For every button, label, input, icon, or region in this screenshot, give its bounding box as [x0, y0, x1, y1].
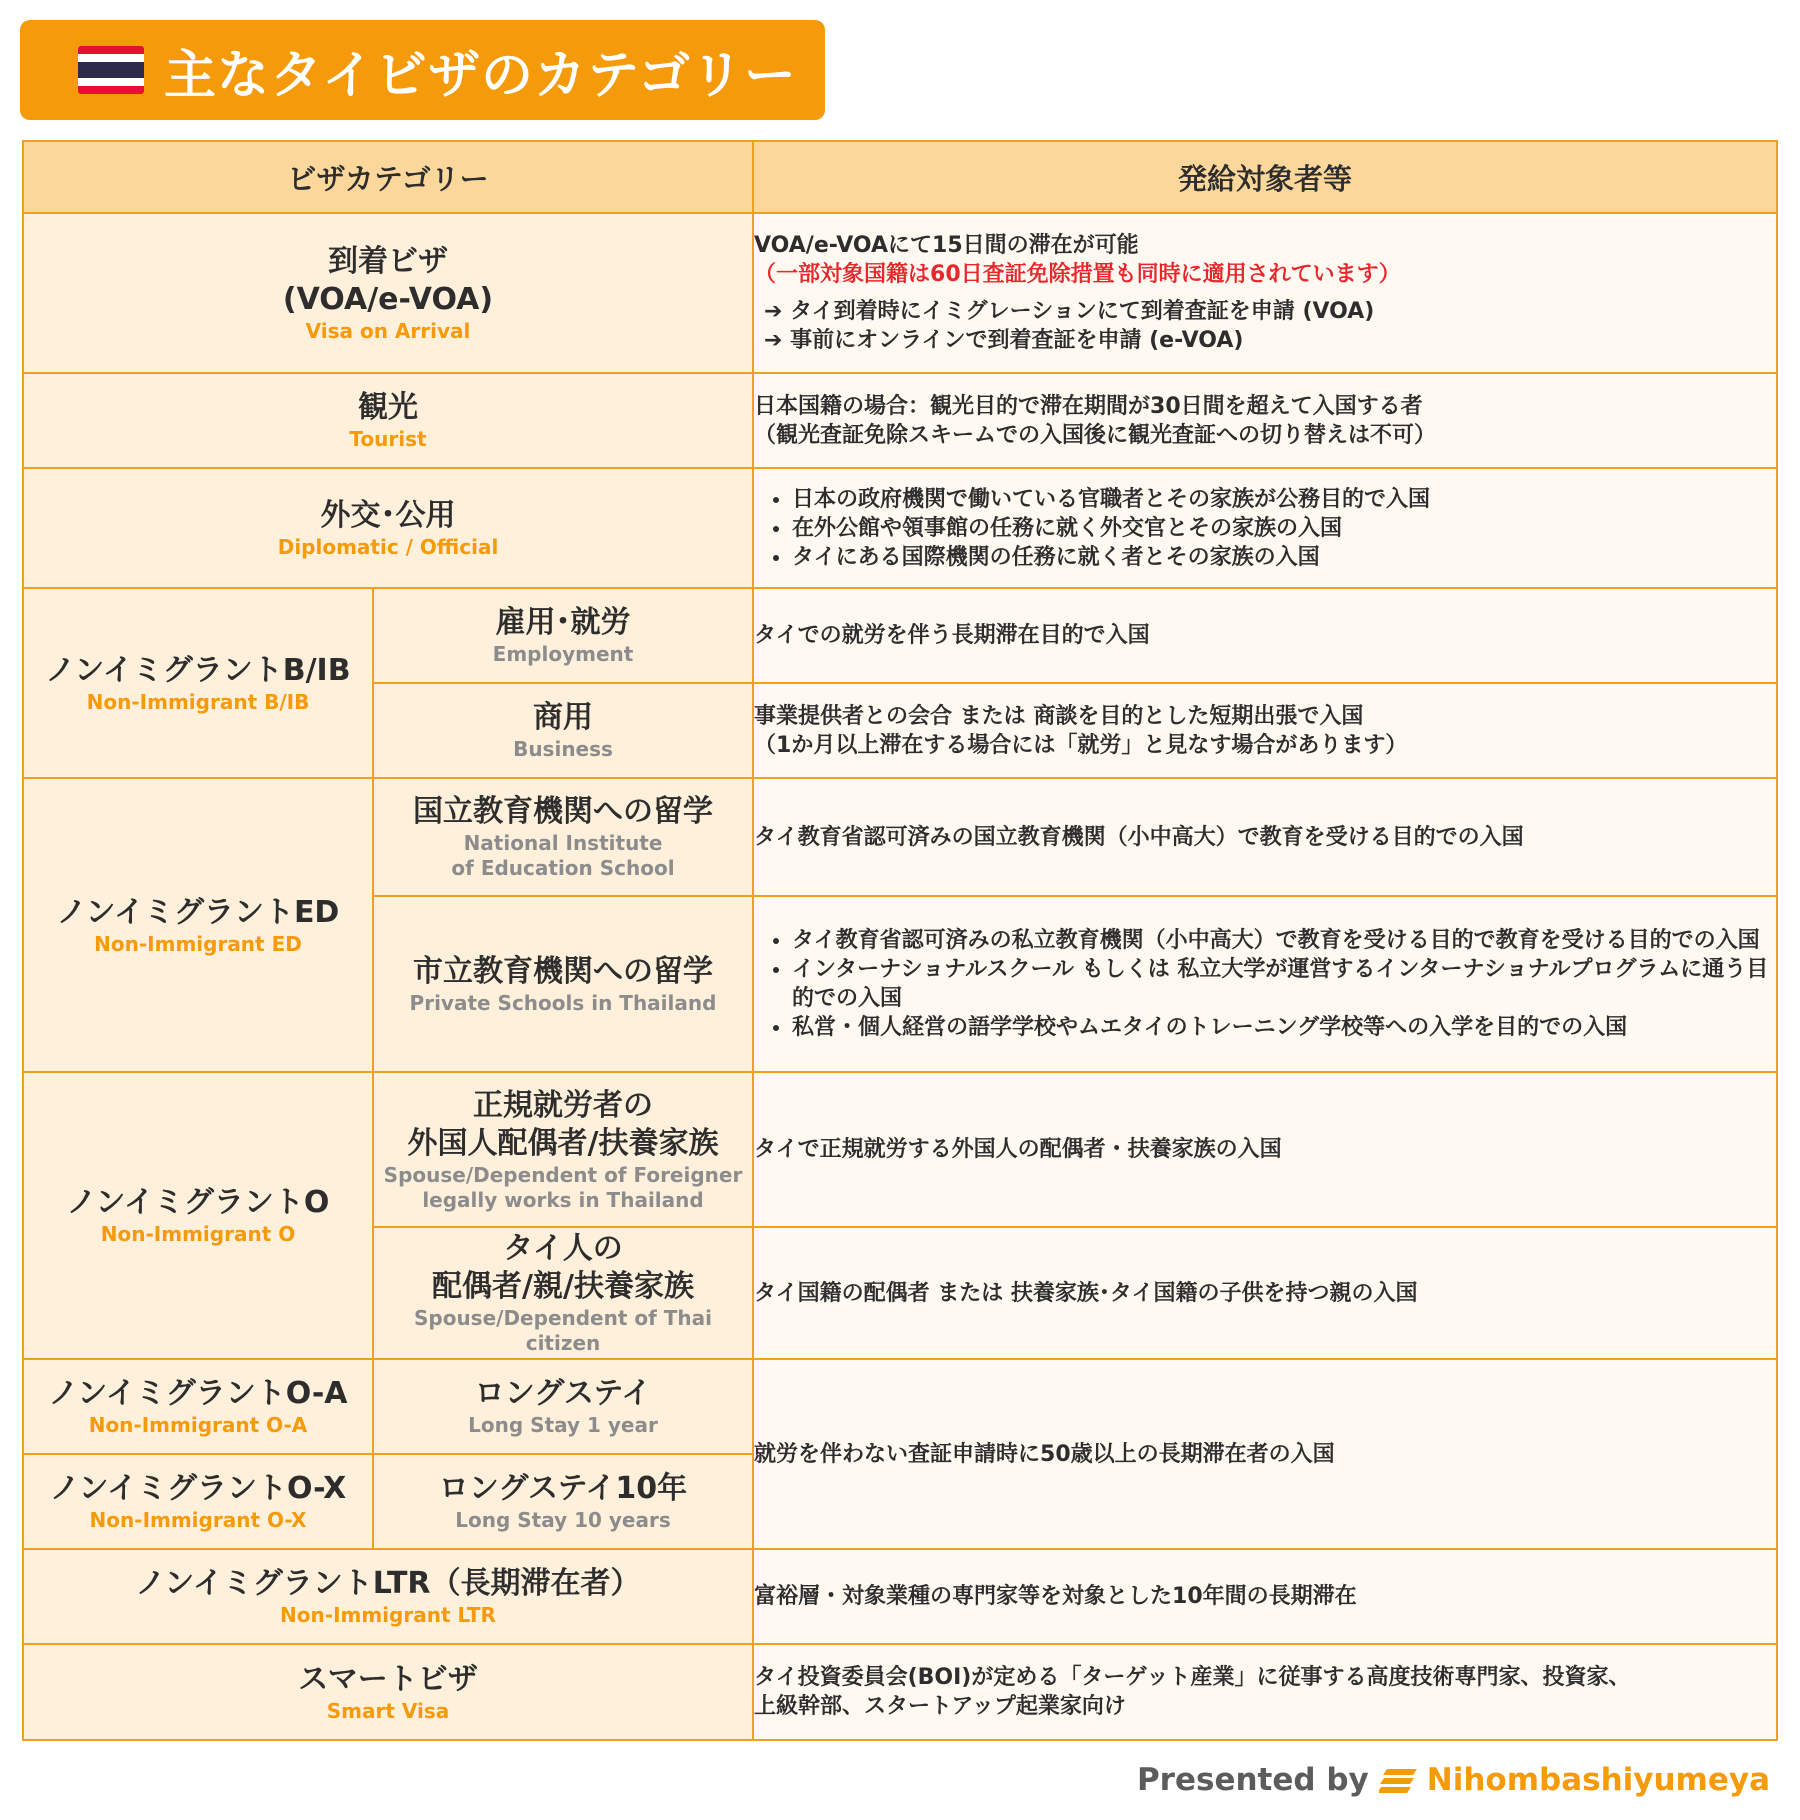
cell-non-immigrant-ox — [23, 1454, 373, 1549]
ltr-en: Non-Immigrant LTR — [280, 1603, 496, 1627]
cell-private-school — [373, 896, 753, 1072]
voa-desc-arrow-2: ➔ 事前にオンラインで到着査証を申請 (e-VOA) — [764, 328, 1244, 353]
cell-smart-visa — [23, 1644, 753, 1740]
table-row — [23, 373, 1777, 468]
spouse-foreigner-en-1: Spouse/Dependent of Foreigner — [383, 1162, 743, 1187]
business-en: Business — [513, 737, 613, 761]
smart-en: Smart Visa — [326, 1698, 450, 1723]
table-row — [23, 1549, 1777, 1644]
spouse-foreigner-jp-1: 正規就労者の — [473, 1087, 653, 1123]
cell-tourist — [23, 373, 753, 468]
presented-by-text: Presented by — [1136, 1762, 1369, 1798]
table-row — [23, 1644, 1777, 1740]
tourist-desc-line: 日本国籍の場合：観光目的で滞在期間が30日間を超えて入国する者 — [754, 393, 1423, 419]
desc-employment — [753, 588, 1777, 683]
spouse-thai-en: Spouse/Dependent of Thai citizen — [413, 1306, 713, 1355]
desc-ltr — [753, 1549, 1777, 1644]
business-desc-line: 事業提供者との会合 または 商談を目的とした短期出張で入国 — [754, 703, 1364, 729]
diplomatic-jp: 外交･公用 — [320, 497, 456, 533]
voa-jp-code: (VOA/e-VOA) — [282, 281, 494, 317]
private-school-bullet: • タイ教育省認可済みの私立教育機関（小中高大）で教育を受ける目的で教育を受ける目的での入国 — [792, 926, 1776, 955]
ltr-jp: ノンイミグラントLTR（長期滞在者） — [135, 1566, 641, 1601]
cell-non-immigrant-oa — [23, 1359, 373, 1454]
tourist-jp: 観光 — [358, 390, 418, 425]
long-stay-desc: 就労を伴わない査証申請時に50歳以上の長期滞在者の入国 — [754, 1441, 1335, 1467]
diplomatic-en: Diplomatic / Official — [277, 534, 499, 559]
desc-national-school — [753, 778, 1777, 896]
cell-non-immigrant-ltr — [23, 1549, 753, 1644]
private-school-bullet: • 私営・個人経営の語学学校やムエタイのトレーニング学校等への入学を目的での入国 — [792, 1013, 1776, 1042]
employment-desc: タイでの就労を伴う長期滞在目的で入国 — [754, 623, 1150, 648]
voa-en: Visa on Arrival — [305, 318, 471, 343]
national-school-jp: 国立教育機関への留学 — [413, 794, 713, 829]
spouse-foreigner-en-2: legally works in Thailand — [422, 1187, 704, 1212]
thailand-flag-icon — [78, 46, 144, 94]
long-stay-en: Long Stay 1 year — [468, 1413, 658, 1437]
table-row — [23, 1359, 1777, 1454]
desc-long-stay — [753, 1359, 1777, 1549]
table-row — [23, 588, 1777, 683]
desc-tourist — [753, 373, 1777, 468]
voa-desc-arrow-1: ➔ タイ到着時にイミグレーションにて到着査証を申請 (VOA) — [764, 299, 1375, 324]
o-en: Non-Immigrant O — [100, 1222, 296, 1246]
voa-jp: 到着ビザ — [328, 243, 448, 279]
desc-private-school — [753, 896, 1777, 1072]
cell-voa — [23, 213, 753, 373]
cell-employment — [373, 588, 753, 683]
cell-non-immigrant-b — [23, 588, 373, 778]
long-stay-jp: ロングステイ — [474, 1376, 652, 1411]
ed-en: Non-Immigrant ED — [94, 931, 302, 956]
cell-non-immigrant-ed — [23, 778, 373, 1072]
private-school-jp: 市立教育機関への留学 — [413, 953, 713, 989]
diplomatic-bullet: • タイにある国際機関の任務に就く者とその家族の入国 — [792, 543, 1776, 572]
smart-desc-line-1: タイ投資委員会(BOI)が定める「ターゲット産業」に従事する高度技術専門家、投資家、 — [754, 1665, 1631, 1690]
page-title: 主なタイビザのカテゴリー — [164, 45, 797, 106]
header-visa-category: ビザカテゴリー — [23, 141, 753, 213]
ox-en: Non-Immigrant O-X — [89, 1508, 307, 1532]
spouse-foreigner-jp-2: 外国人配偶者/扶養家族 — [407, 1125, 719, 1161]
tourist-en: Tourist — [349, 427, 427, 451]
desc-diplomatic — [753, 468, 1777, 588]
cell-long-stay — [373, 1359, 753, 1454]
spouse-thai-jp-2: 配偶者/親/扶養家族 — [432, 1269, 694, 1304]
national-school-en-2: of Education School — [451, 856, 675, 880]
desc-spouse-thai — [753, 1227, 1777, 1359]
table-row — [23, 778, 1777, 896]
cell-diplomatic — [23, 468, 753, 588]
desc-smart-visa — [753, 1644, 1777, 1740]
spouse-thai-jp-1: タイ人の — [503, 1231, 623, 1266]
ed-jp: ノンイミグラントED — [56, 894, 340, 930]
private-school-bullet: • インターナショナルスクール もしくは 私立大学が運営するインターナショナルプログラムに通う目的での入国 — [792, 955, 1776, 1013]
cell-long-stay-10 — [373, 1454, 753, 1549]
table-row — [23, 468, 1777, 588]
title-banner — [20, 20, 825, 120]
employment-en: Employment — [492, 642, 634, 666]
brand-name: Nihombashiyumeya — [1426, 1762, 1770, 1798]
tourist-desc-note: （観光査証免除スキームでの入国後に観光査証への切り替えは不可） — [754, 422, 1437, 448]
national-school-desc: タイ教育省認可済みの国立教育機関（小中高大）で教育を受ける目的での入国 — [754, 824, 1524, 850]
header-eligibility: 発給対象者等 — [753, 141, 1777, 213]
business-jp: 商用 — [533, 700, 593, 735]
table-header-row — [23, 141, 1777, 213]
long-stay-10-jp: ロングステイ10年 — [438, 1471, 688, 1506]
diplomatic-bullet: • 日本の政府機関で働いている官職者とその家族が公務目的で入国 — [792, 485, 1776, 514]
long-stay-10-en: Long Stay 10 years — [455, 1508, 671, 1532]
oa-jp: ノンイミグラントO-A — [48, 1376, 348, 1411]
spouse-foreigner-desc: タイで正規就労する外国人の配偶者・扶養家族の入国 — [754, 1137, 1282, 1162]
ltr-desc: 富裕層・対象業種の専門家等を対象とした10年間の長期滞在 — [754, 1584, 1357, 1609]
oa-en: Non-Immigrant O-A — [88, 1413, 308, 1437]
table-row — [23, 1072, 1777, 1227]
cell-national-school — [373, 778, 753, 896]
cell-business — [373, 683, 753, 778]
cell-non-immigrant-o — [23, 1072, 373, 1359]
employment-jp: 雇用･就労 — [495, 605, 631, 640]
nihombashiyumeya-logo-icon — [1379, 1765, 1419, 1795]
o-jp: ノンイミグラントO — [66, 1185, 330, 1220]
b-jp: ノンイミグラントB/IB — [45, 652, 351, 688]
national-school-en-1: National Institute — [463, 831, 663, 855]
voa-desc-line: VOA/e-VOAにて15日間の滞在が可能 — [754, 233, 1139, 258]
voa-desc-note: （一部対象国籍は60日査証免除措置も同時に適用されています） — [754, 262, 1401, 287]
table-row — [23, 213, 1777, 373]
footer-credit — [1137, 1758, 1770, 1802]
smart-jp: スマートビザ — [298, 1661, 478, 1697]
desc-business — [753, 683, 1777, 778]
desc-spouse-foreigner — [753, 1072, 1777, 1227]
private-school-en: Private Schools in Thailand — [409, 990, 717, 1015]
spouse-thai-desc: タイ国籍の配偶者 または 扶養家族･タイ国籍の子供を持つ親の入国 — [754, 1280, 1418, 1306]
b-en: Non-Immigrant B/IB — [86, 689, 310, 714]
ox-jp: ノンイミグラントO-X — [49, 1471, 347, 1506]
cell-spouse-foreigner — [373, 1072, 753, 1227]
desc-voa — [753, 213, 1777, 373]
smart-desc-line-2: 上級幹部、スタートアップ起業家向け — [754, 1694, 1126, 1719]
visa-category-table — [22, 140, 1778, 1741]
business-desc-note: （1か月以上滞在する場合には「就労」と見なす場合があります） — [754, 732, 1408, 758]
cell-spouse-thai — [373, 1227, 753, 1359]
diplomatic-bullet: • 在外公館や領事館の任務に就く外交官とその家族の入国 — [792, 514, 1776, 543]
